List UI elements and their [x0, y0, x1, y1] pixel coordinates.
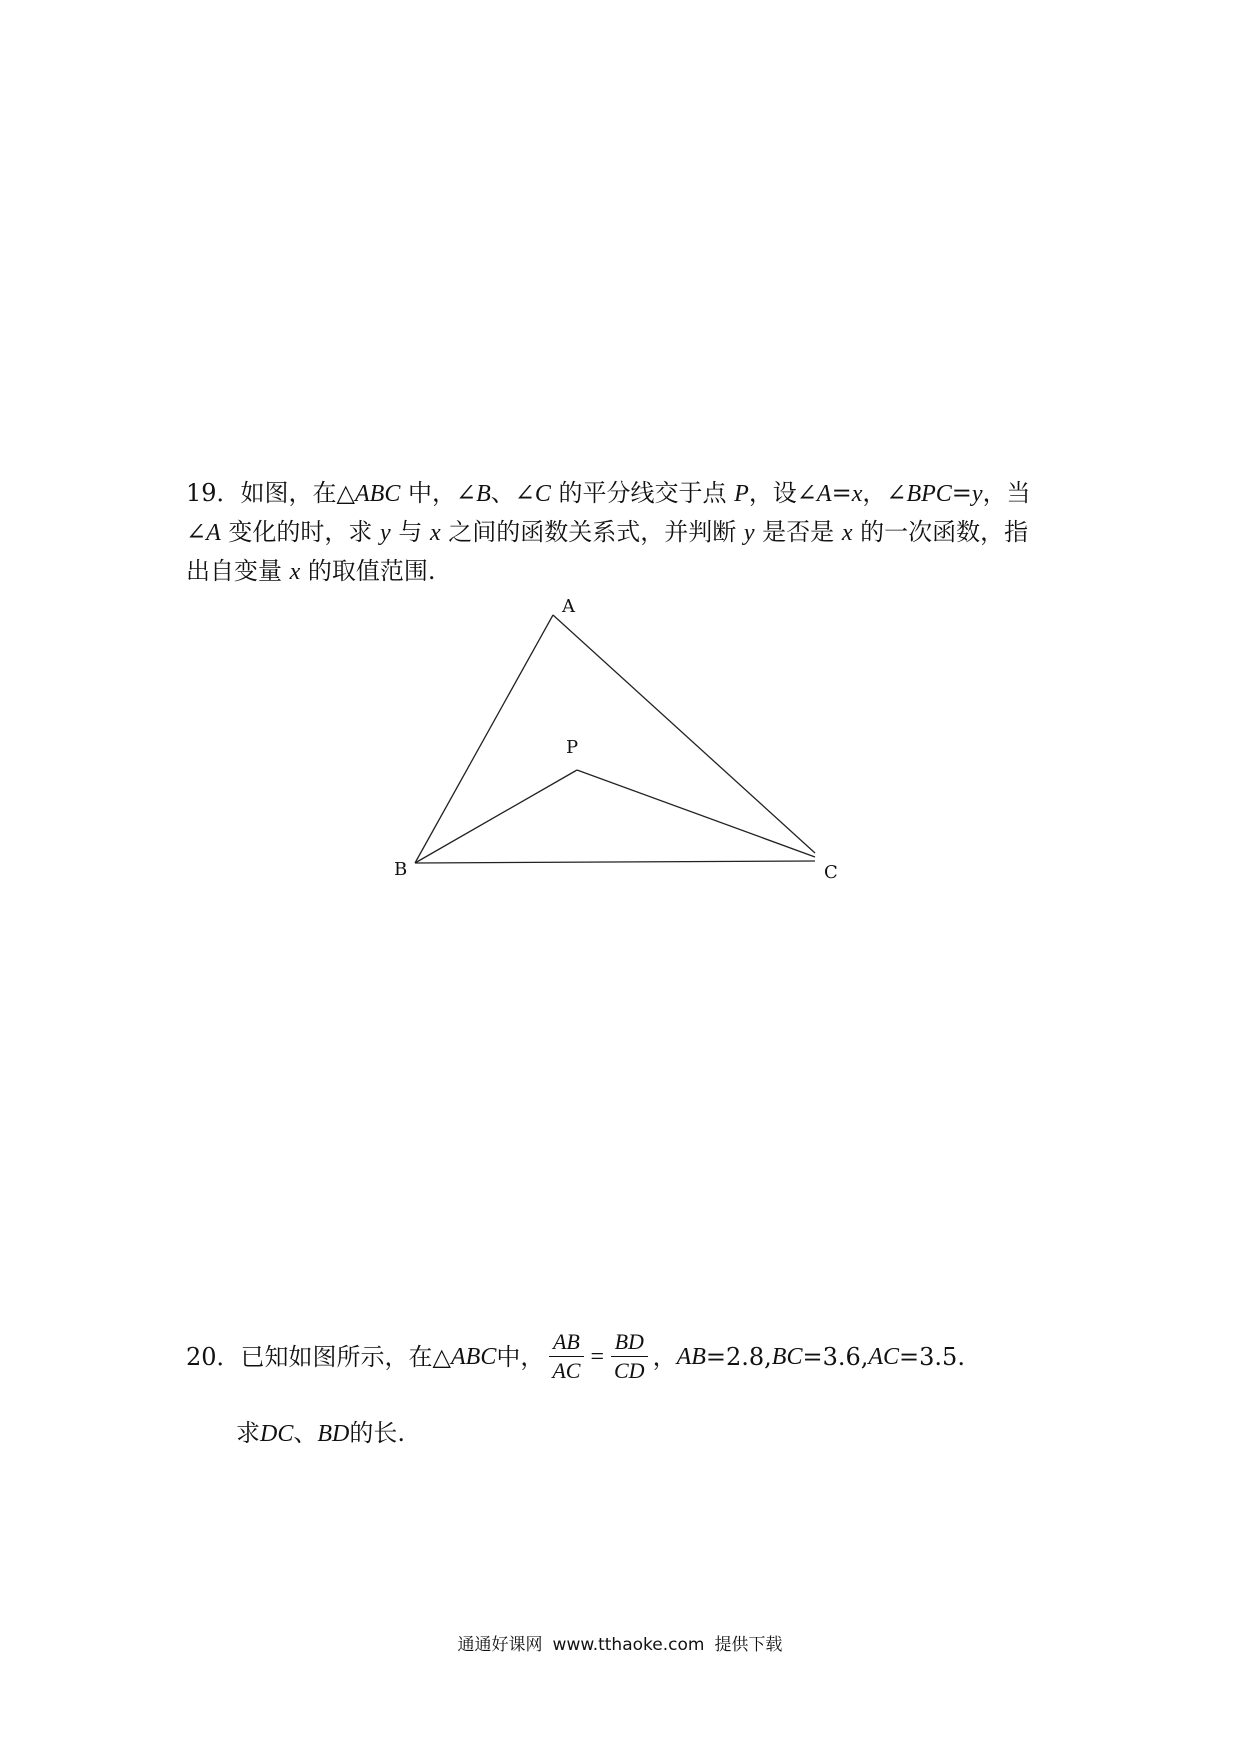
text: 之间的函数关系式，并判断	[440, 518, 744, 546]
footer-suffix: 提供下载	[714, 1635, 783, 1655]
text: 中，∠	[400, 479, 477, 507]
math-var: A	[816, 481, 832, 507]
math-var: B	[476, 481, 491, 507]
page-footer	[0, 1630, 1240, 1655]
text: 20．已知如图所示，在△	[186, 1342, 451, 1371]
math-var: AB	[676, 1343, 706, 1370]
question-19-line-2	[186, 513, 1066, 552]
text: 求	[236, 1419, 260, 1447]
math-var: y	[380, 520, 391, 546]
vertex-label-p: P	[566, 737, 579, 758]
question-19-line-1	[186, 474, 1066, 513]
text: 的取值范围.	[300, 557, 436, 585]
text: 与	[390, 518, 430, 546]
vertex-label-a: A	[562, 596, 575, 617]
segment-BC	[415, 861, 815, 863]
footer-url-link[interactable]: www.tthaoke.com	[552, 1635, 705, 1655]
math-var: ABC	[355, 481, 401, 507]
numerator: AB	[549, 1328, 584, 1357]
value: =3.6,	[802, 1342, 869, 1371]
fraction-bd-cd	[610, 1328, 649, 1385]
segment-AC	[553, 615, 815, 853]
math-var: x	[851, 481, 863, 507]
math-var: BPC	[906, 481, 952, 507]
denominator: CD	[614, 1358, 645, 1383]
text: 、	[293, 1419, 318, 1447]
math-var: DC	[260, 1421, 294, 1447]
text: 的长.	[349, 1419, 405, 1447]
text: =	[951, 479, 972, 507]
text: ∠	[186, 518, 207, 546]
math-var: y	[971, 481, 983, 507]
text: 是否是	[754, 518, 842, 546]
numerator: BD	[611, 1328, 648, 1357]
math-var: C	[534, 481, 551, 507]
text: ，∠	[862, 479, 907, 507]
text: 变化的时，求	[220, 518, 381, 546]
text: ，设∠	[748, 479, 817, 507]
text: 的平分线交于点	[550, 479, 735, 507]
math-var: x	[429, 520, 441, 546]
question-20-line-2	[186, 1413, 1086, 1454]
equals-sign: =	[590, 1343, 604, 1370]
fraction-ab-ac	[548, 1328, 584, 1385]
math-var: y	[743, 520, 755, 546]
text: =	[831, 479, 852, 507]
value: =2.8,	[705, 1342, 772, 1371]
text: 、∠	[490, 479, 535, 507]
math-var: BC	[771, 1343, 803, 1370]
math-var: x	[841, 520, 853, 546]
text: ，当	[982, 479, 1031, 507]
text: ，	[652, 1342, 677, 1371]
question-19	[186, 474, 1066, 591]
math-var: BD	[317, 1421, 350, 1447]
question-20	[186, 1328, 1086, 1454]
text: 19．如图，在△	[186, 479, 355, 507]
denominator: AC	[552, 1358, 581, 1383]
segment-PC	[577, 770, 815, 857]
math-var: A	[206, 520, 221, 546]
value: =3.5.	[899, 1342, 965, 1371]
math-var: ABC	[451, 1343, 497, 1370]
math-var: x	[289, 559, 301, 585]
segment-BP	[415, 770, 577, 863]
math-var: AC	[868, 1343, 900, 1370]
footer-site-name: 通通好课网	[457, 1635, 543, 1655]
vertex-label-c: C	[824, 862, 838, 883]
triangle-figure	[380, 585, 860, 885]
segment-AB	[415, 615, 553, 863]
text: 的一次函数，指	[852, 518, 1029, 546]
question-20-line-1	[186, 1328, 1086, 1385]
text: 中，	[496, 1342, 545, 1371]
text: 出自变量	[186, 557, 290, 585]
math-var: P	[734, 481, 749, 507]
vertex-label-b: B	[394, 859, 408, 880]
